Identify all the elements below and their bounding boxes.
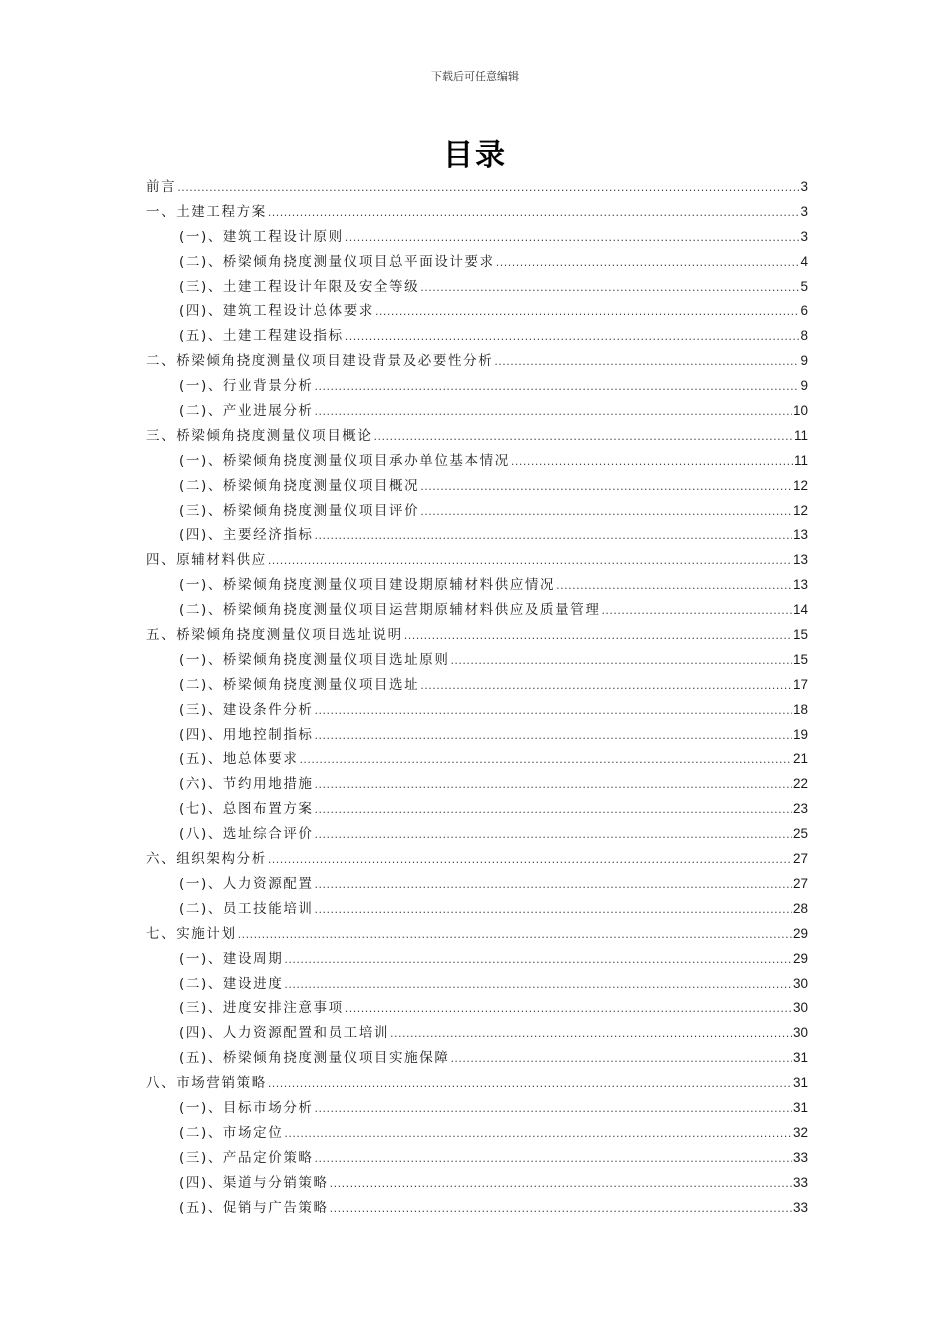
toc-entry-page: 15 — [792, 651, 808, 667]
toc-entry-page: 27 — [792, 851, 808, 867]
toc-entry-page: 29 — [792, 925, 808, 941]
toc-entry-label: 四、原辅材料供应 — [146, 552, 267, 569]
toc-dot-leader — [315, 873, 792, 898]
toc-entry[interactable] — [146, 424, 808, 449]
toc-entry-label: (五)、桥梁倾角挠度测量仪项目实施保障 — [179, 1050, 450, 1067]
toc-entry[interactable] — [146, 797, 808, 822]
toc-dot-leader — [420, 674, 792, 699]
toc-entry[interactable] — [146, 175, 808, 200]
toc-entry-label: (五)、地总体要求 — [179, 751, 299, 768]
toc-entry[interactable] — [146, 548, 808, 573]
toc-dot-leader — [284, 973, 792, 998]
toc-entry-label: (一)、桥梁倾角挠度测量仪项目选址原则 — [179, 651, 450, 668]
toc-dot-leader — [496, 251, 800, 276]
toc-dot-leader — [315, 524, 792, 549]
toc-dot-leader — [299, 748, 792, 773]
toc-dot-leader — [375, 300, 800, 325]
toc-dot-leader — [238, 923, 792, 948]
toc-entry-label: (二)、员工技能培训 — [179, 900, 314, 917]
toc-entry-page: 12 — [792, 502, 808, 518]
toc-dot-leader — [345, 325, 800, 350]
toc-dot-leader — [315, 699, 792, 724]
toc-entry-page: 3 — [800, 179, 808, 194]
toc-entry-page: 28 — [792, 900, 808, 916]
toc-entry-label: 前言 — [146, 179, 177, 195]
toc-dot-leader — [345, 997, 792, 1022]
toc-entry[interactable] — [146, 996, 808, 1021]
toc-dot-leader — [315, 375, 800, 400]
toc-entry-page: 32 — [792, 1124, 808, 1140]
toc-entry-page: 23 — [792, 801, 808, 817]
toc-entry-label: 八、市场营销策略 — [146, 1075, 267, 1092]
toc-entry-label: 三、桥梁倾角挠度测量仪项目概论 — [146, 427, 373, 444]
toc-entry-page: 14 — [792, 602, 808, 618]
toc-entry[interactable] — [146, 573, 808, 598]
toc-entry[interactable] — [146, 822, 808, 847]
toc-entry-page: 9 — [800, 353, 808, 369]
toc-dot-leader — [374, 425, 793, 450]
toc-entry-page: 30 — [792, 975, 808, 991]
toc-dot-leader — [268, 1072, 792, 1097]
toc-dot-leader — [284, 948, 792, 973]
toc-entry[interactable] — [146, 1021, 808, 1046]
toc-entry[interactable] — [146, 598, 808, 623]
toc-entry[interactable] — [146, 1071, 808, 1096]
toc-entry-label: (四)、用地控制指标 — [179, 726, 314, 743]
toc-entry-label: (一)、目标市场分析 — [179, 1099, 314, 1116]
toc-entry[interactable] — [146, 623, 808, 648]
toc-entry-page: 9 — [800, 378, 808, 394]
toc-entry-page: 31 — [792, 1050, 808, 1066]
toc-entry-label: (三)、建设条件分析 — [179, 701, 314, 718]
toc-entry-page: 25 — [792, 826, 808, 842]
toc-entry-label: (一)、行业背景分析 — [179, 378, 314, 395]
toc-entry[interactable] — [146, 772, 808, 797]
toc-entry-page: 33 — [792, 1199, 808, 1215]
toc-entry[interactable] — [146, 648, 808, 673]
toc-dot-leader — [177, 176, 799, 201]
toc-entry-label: (一)、桥梁倾角挠度测量仪项目建设期原辅材料供应情况 — [179, 577, 556, 594]
toc-entry-page: 11 — [793, 427, 808, 443]
toc-entry[interactable] — [146, 1046, 808, 1071]
toc-entry[interactable] — [146, 523, 808, 548]
toc-entry-label: (七)、总图布置方案 — [179, 801, 314, 818]
toc-entry-label: (二)、产业进展分析 — [179, 403, 314, 420]
toc-dot-leader — [268, 848, 792, 873]
toc-entry-page: 30 — [792, 1000, 808, 1016]
toc-dot-leader — [511, 450, 793, 475]
toc-entry-label: 五、桥梁倾角挠度测量仪项目选址说明 — [146, 627, 403, 644]
toc-entry-page: 29 — [792, 950, 808, 966]
toc-entry-page: 22 — [792, 776, 808, 792]
toc-entry[interactable] — [146, 250, 808, 275]
toc-entry[interactable] — [146, 349, 808, 374]
toc-dot-leader — [315, 898, 792, 923]
toc-entry-label: (四)、人力资源配置和员工培训 — [179, 1025, 390, 1042]
toc-entry-page: 27 — [792, 875, 808, 891]
toc-entry-label: (三)、进度安排注意事项 — [179, 1000, 344, 1017]
toc-entry-label: 六、组织架构分析 — [146, 851, 267, 868]
toc-entry-page: 31 — [792, 1099, 808, 1115]
toc-dot-leader — [404, 624, 792, 649]
toc-entry[interactable] — [146, 947, 808, 972]
toc-entry[interactable] — [146, 299, 808, 324]
toc-entry[interactable] — [146, 1146, 808, 1171]
toc-entry-page: 10 — [792, 403, 808, 419]
toc-entry-page: 12 — [792, 477, 808, 493]
toc-dot-leader — [315, 773, 792, 798]
toc-entry[interactable] — [146, 747, 808, 772]
toc-entry-page: 13 — [792, 552, 808, 568]
toc-dot-leader — [556, 574, 792, 599]
toc-entry[interactable] — [146, 1171, 808, 1196]
toc-entry-label: (六)、节约用地措施 — [179, 776, 314, 793]
toc-entry-label: (五)、土建工程建设指标 — [179, 328, 344, 345]
toc-entry[interactable] — [146, 499, 808, 524]
toc-dot-leader — [390, 1022, 792, 1047]
toc-dot-leader — [315, 798, 792, 823]
toc-entry-label: (二)、桥梁倾角挠度测量仪项目总平面设计要求 — [179, 253, 495, 270]
toc-entry[interactable] — [146, 399, 808, 424]
toc-entry-page: 13 — [792, 577, 808, 593]
toc-entry[interactable] — [146, 374, 808, 399]
table-of-contents — [146, 175, 808, 1220]
toc-dot-leader — [315, 724, 792, 749]
toc-entry[interactable] — [146, 324, 808, 349]
toc-entry-label: (五)、促销与广告策略 — [179, 1199, 329, 1216]
header-note: 下载后可任意编辑 — [431, 70, 519, 83]
toc-entry[interactable] — [146, 1196, 808, 1221]
toc-entry[interactable] — [146, 847, 808, 872]
toc-entry-page: 5 — [800, 278, 808, 294]
toc-entry-page: 15 — [792, 627, 808, 643]
toc-entry-page: 13 — [792, 527, 808, 543]
toc-dot-leader — [420, 500, 792, 525]
toc-entry-label: (一)、建筑工程设计原则 — [179, 228, 344, 245]
toc-entry-page: 31 — [792, 1075, 808, 1091]
toc-entry-page: 19 — [792, 726, 808, 742]
toc-entry[interactable] — [146, 275, 808, 300]
toc-dot-leader — [420, 276, 799, 301]
toc-entry-label: (二)、建设进度 — [179, 975, 284, 992]
toc-entry-label: (三)、土建工程设计年限及安全等级 — [179, 278, 420, 295]
toc-entry-page: 4 — [800, 253, 808, 269]
toc-entry-label: (一)、桥梁倾角挠度测量仪项目承办单位基本情况 — [179, 452, 510, 469]
toc-entry-label: 二、桥梁倾角挠度测量仪项目建设背景及必要性分析 — [146, 353, 494, 370]
toc-entry[interactable] — [146, 972, 808, 997]
toc-dot-leader — [345, 226, 800, 251]
toc-entry-page: 30 — [792, 1025, 808, 1041]
toc-entry-page: 33 — [792, 1149, 808, 1165]
toc-entry[interactable] — [146, 897, 808, 922]
toc-entry-page: 33 — [792, 1174, 808, 1190]
toc-dot-leader — [330, 1197, 792, 1222]
toc-entry[interactable] — [146, 723, 808, 748]
toc-dot-leader — [315, 1147, 792, 1172]
toc-dot-leader — [315, 823, 792, 848]
toc-entry-label: 七、实施计划 — [146, 925, 237, 942]
toc-dot-leader — [315, 1097, 792, 1122]
toc-entry-label: (二)、桥梁倾角挠度测量仪项目概况 — [179, 477, 420, 494]
toc-entry-label: (一)、建设周期 — [179, 950, 284, 967]
toc-dot-leader — [268, 549, 792, 574]
toc-dot-leader — [330, 1172, 792, 1197]
toc-dot-leader — [315, 400, 792, 425]
toc-entry-label: (八)、选址综合评价 — [179, 826, 314, 843]
toc-entry-label: (三)、产品定价策略 — [179, 1149, 314, 1166]
toc-entry-label: (一)、人力资源配置 — [179, 875, 314, 892]
toc-dot-leader — [450, 649, 792, 674]
toc-entry[interactable] — [146, 449, 808, 474]
toc-entry-page: 18 — [792, 701, 808, 717]
toc-entry-page: 8 — [800, 328, 808, 344]
toc-entry-label: (四)、建筑工程设计总体要求 — [179, 303, 374, 320]
toc-entry[interactable] — [146, 1096, 808, 1121]
toc-dot-leader — [450, 1047, 792, 1072]
toc-dot-leader — [601, 599, 792, 624]
toc-entry[interactable] — [146, 474, 808, 499]
toc-entry-page: 6 — [800, 303, 808, 319]
toc-entry[interactable] — [146, 872, 808, 897]
toc-dot-leader — [420, 475, 792, 500]
toc-entry-label: (二)、桥梁倾角挠度测量仪项目运营期原辅材料供应及质量管理 — [179, 602, 601, 619]
toc-entry-label: (四)、主要经济指标 — [179, 527, 314, 544]
page-title: 目录 — [443, 138, 507, 173]
toc-entry-page: 11 — [793, 452, 808, 468]
toc-dot-leader — [284, 1122, 792, 1147]
toc-entry-page: 21 — [792, 751, 808, 767]
toc-entry-label: (二)、桥梁倾角挠度测量仪项目选址 — [179, 676, 420, 693]
toc-entry-label: 一、土建工程方案 — [146, 203, 267, 220]
toc-entry-page: 17 — [792, 676, 808, 692]
toc-entry[interactable] — [146, 673, 808, 698]
toc-entry[interactable] — [146, 200, 808, 225]
toc-dot-leader — [494, 350, 799, 375]
toc-entry-label: (四)、渠道与分销策略 — [179, 1174, 329, 1191]
toc-entry[interactable] — [146, 225, 808, 250]
toc-entry-page: 3 — [800, 203, 808, 219]
toc-entry[interactable] — [146, 1121, 808, 1146]
toc-entry-label: (二)、市场定位 — [179, 1124, 284, 1141]
toc-entry[interactable] — [146, 922, 808, 947]
toc-entry-label: (三)、桥梁倾角挠度测量仪项目评价 — [179, 502, 420, 519]
toc-entry-page: 3 — [800, 228, 808, 244]
toc-entry[interactable] — [146, 698, 808, 723]
toc-dot-leader — [268, 201, 800, 226]
